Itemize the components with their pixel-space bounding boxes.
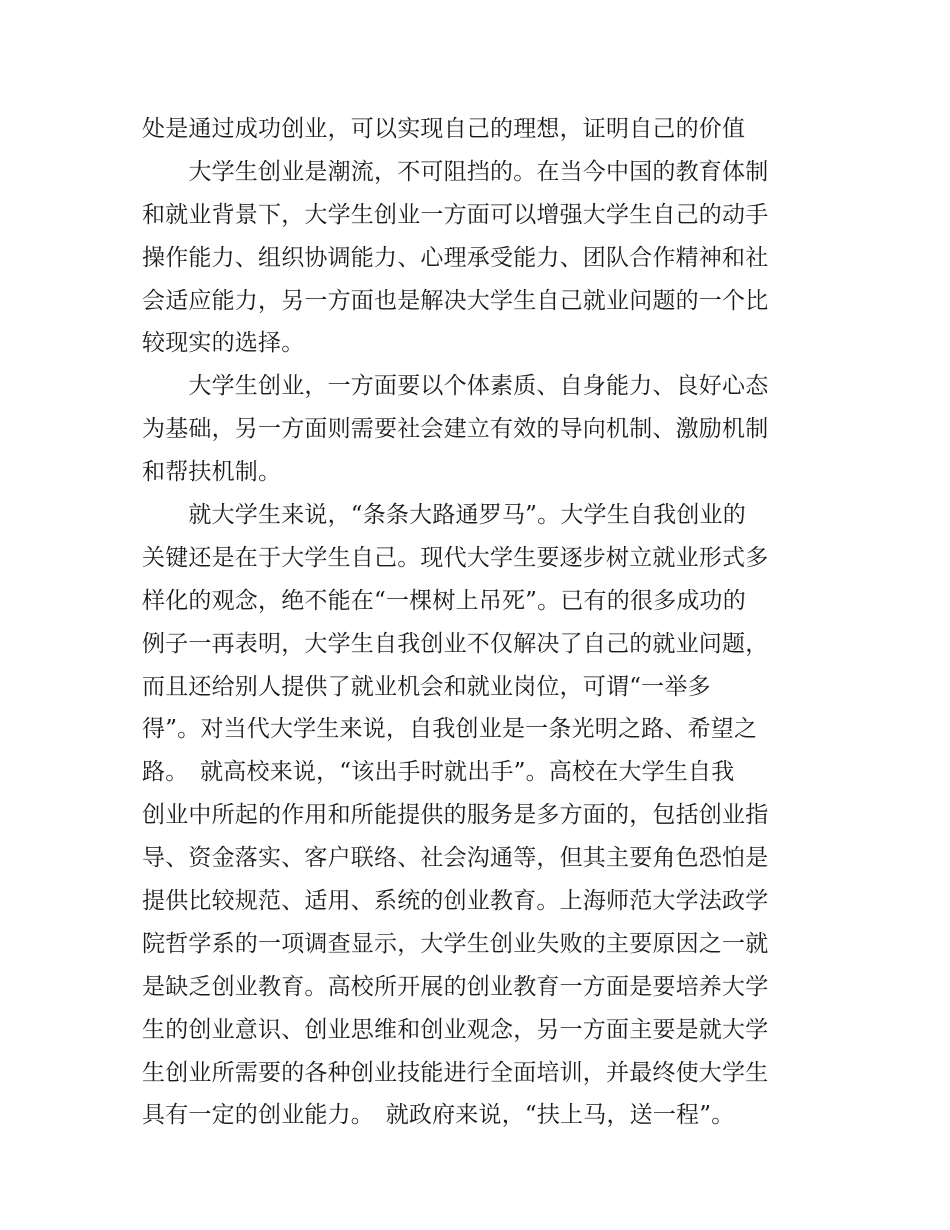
text-line: 和就业背景下，大学生创业一方面可以增强大学生自己的动手 — [142, 201, 769, 228]
text-line: 是缺乏创业教育。高校所开展的创业教育一方面是要培养大学 — [142, 973, 769, 1000]
text-line: 而且还给别人提供了就业机会和就业岗位，可谓“一举多 — [142, 673, 711, 700]
body-text — [142, 108, 822, 1137]
text-line: 路。 就高校来说，“该出手时就出手”。高校在大学生自我 — [142, 759, 735, 786]
text-line: 大学生创业，一方面要以个体素质、自身能力、良好心态 — [142, 373, 769, 400]
text-line: 导、资金落实、客户联络、社会沟通等，但其主要角色恐怕是 — [142, 845, 769, 872]
text-line: 院哲学系的一项调查显示，大学生创业失败的主要原因之一就 — [142, 930, 769, 957]
text-line: 会适应能力，另一方面也是解决大学生自己就业问题的一个比 — [142, 287, 769, 314]
text-line: 为基础，另一方面则需要社会建立有效的导向机制、激励机制 — [142, 416, 769, 443]
text-line: 样化的观念，绝不能在“一棵树上吊死”。已有的很多成功的 — [142, 587, 746, 614]
text-line: 生的创业意识、创业思维和创业观念，另一方面主要是就大学 — [142, 1016, 769, 1043]
text-line: 就大学生来说，“条条大路通罗马”。大学生自我创业的 — [142, 502, 746, 529]
text-line: 例子一再表明，大学生自我创业不仅解决了自己的就业问题， — [142, 630, 769, 657]
text-line: 操作能力、组织协调能力、心理承受能力、团队合作精神和社 — [142, 244, 769, 271]
text-line: 和帮扶机制。 — [142, 459, 282, 486]
text-line: 提供比较规范、适用、系统的创业教育。上海师范大学法政学 — [142, 888, 769, 915]
text-line: 得”。对当代大学生来说，自我创业是一条光明之路、希望之 — [142, 716, 758, 743]
text-line: 创业中所起的作用和所能提供的服务是多方面的，包括创业指 — [142, 802, 769, 829]
text-line: 大学生创业是潮流，不可阻挡的。在当今中国的教育体制 — [142, 158, 769, 185]
text-line: 具有一定的创业能力。 就政府来说，“扶上马，送一程”。 — [142, 1102, 735, 1129]
text-line: 较现实的选择。 — [142, 330, 305, 357]
text-line: 关键还是在于大学生自己。现代大学生要逐步树立就业形式多 — [142, 544, 769, 571]
text-line: 生创业所需要的各种创业技能进行全面培训，并最终使大学生 — [142, 1059, 769, 1086]
text-line: 处是通过成功创业，可以实现自己的理想，证明自己的价值 — [142, 116, 746, 142]
